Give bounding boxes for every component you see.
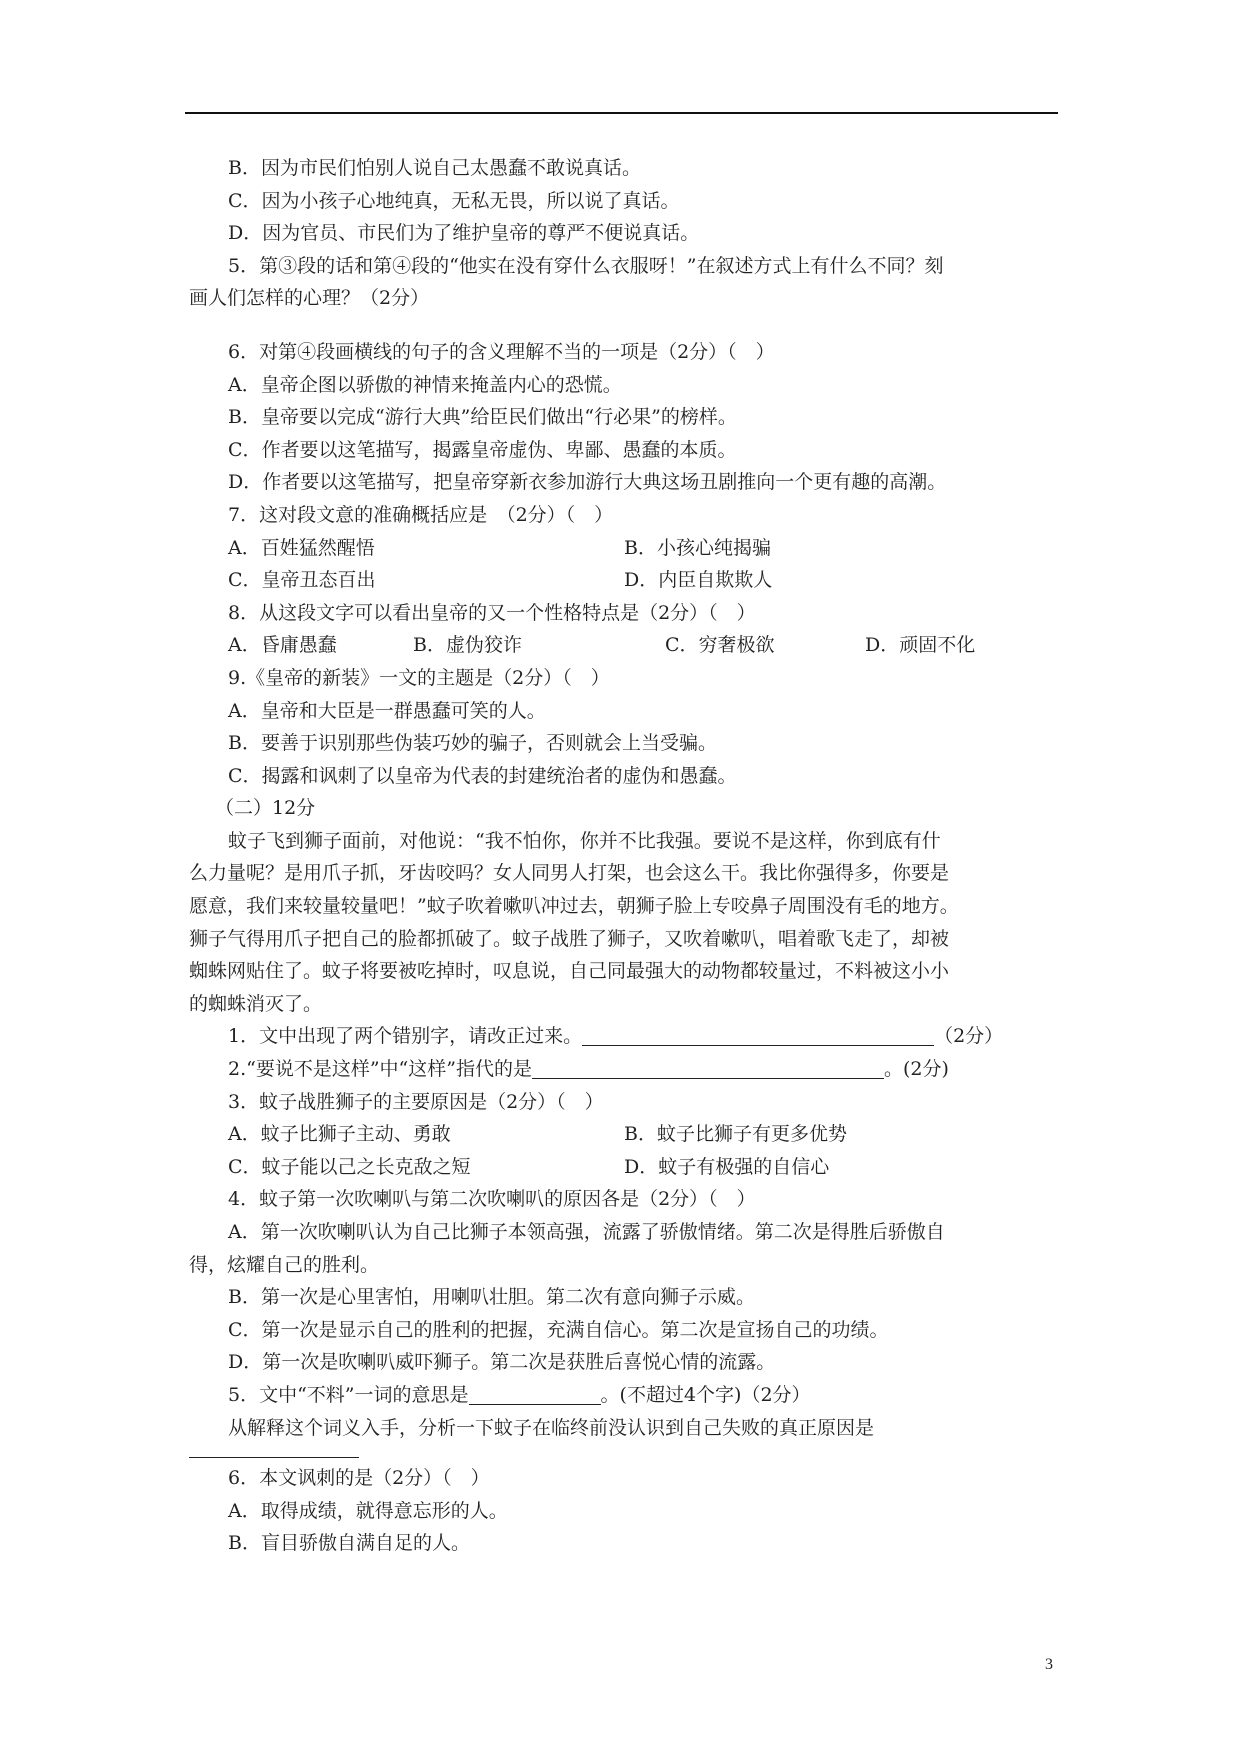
option-d-q4: D．因为官员、市民们为了维护皇帝的尊严不便说真话。 [228,222,700,245]
section-2-question-5-tail: 。(不超过4个字)（2分） [600,1383,811,1406]
section-2-question-3-option-b: B．蚊子比狮子有更多优势 [624,1123,847,1146]
section-2-question-3-row1 [189,1118,1055,1151]
section-2-question-1-score: （2分） [934,1025,1004,1048]
question-9: 9.《皇帝的新装》一文的主题是（2分）（ ） [228,666,610,689]
passage-line-4: 狮子气得用爪子把自己的脸都抓破了。蚊子战胜了狮子，又吹着嗽叭，唱着歌飞走了，却被 [189,927,950,950]
question-8-option-d: D．顽固不化 [865,634,976,657]
header-rule [185,112,1058,114]
question-6: 6．对第④段画横线的句子的含义理解不当的一项是（2分）（ ） [228,340,775,363]
section-2-question-6: 6．本文讽刺的是（2分）（ ） [228,1467,490,1490]
passage-line-3: 愿意，我们来较量较量吧！”蚊子吹着嗽叭冲过去，朝狮子脸上专咬鼻子周围没有毛的地方。 [189,895,959,918]
question-5-line2: 画人们怎样的心理？（2分） [189,287,430,310]
question-8-option-a: A．昏庸愚蠢 [228,634,337,657]
page-number: 3 [1045,1656,1053,1673]
section-2-question-4-option-a-line1: A．第一次吹喇叭认为自己比狮子本领高强，流露了骄傲情绪。第二次是得胜后骄傲自 [228,1221,945,1243]
section-2-question-3-option-d: D．蚊子有极强的自信心 [624,1155,830,1178]
page-content [189,152,1055,1560]
answer-blank-1[interactable] [582,1025,934,1046]
question-8: 8．从这段文字可以看出皇帝的又一个性格特点是（2分）（ ） [228,601,756,624]
section-2-question-4: 4．蚊子第一次吹喇叭与第二次吹喇叭的原因各是（2分）（ ） [228,1188,756,1211]
section-2-question-2 [189,1053,1055,1086]
section-2-question-6-option-a: A．取得成绩，就得意忘形的人。 [228,1499,508,1522]
answer-blank-2[interactable] [532,1058,884,1079]
option-b-q4: B．因为市民们怕别人说自己太愚蠢不敢说真话。 [228,157,641,179]
question-6-option-a: A．皇帝企图以骄傲的神情来掩盖内心的恐慌。 [228,373,622,396]
answer-blank-4[interactable] [189,1457,359,1458]
section-2-question-3-option-a: A．蚊子比狮子主动、勇敢 [228,1123,451,1146]
answer-blank-3[interactable] [469,1384,601,1405]
question-9-option-c: C．揭露和讽刺了以皇帝为代表的封建统治者的虚伪和愚蠢。 [228,764,737,787]
question-7-option-c: C．皇帝丑态百出 [228,569,376,592]
section-2-question-4-option-a-line2: 得，炫耀自己的胜利。 [189,1253,380,1276]
question-6-option-b: B．皇帝要以完成“游行大典”给臣民们做出“行必果”的榜样。 [228,406,737,429]
passage-line-1: 蚊子飞到狮子面前，对他说：“我不怕你，你并不比我强。要说不是这样，你到底有什 [228,829,941,852]
answer-space [189,315,1055,336]
section-2-question-2-text: 2.“要说不是这样”中“这样”指代的是 [228,1058,532,1081]
section-2-question-5-text: 5．文中“不料”一词的意思是 [228,1383,469,1406]
passage-line-6: 的蜘蛛消灭了。 [189,992,323,1015]
question-9-option-a: A．皇帝和大臣是一群愚蠢可笑的人。 [228,699,546,722]
question-7-option-d: D．内臣自欺欺人 [624,569,773,592]
question-8-option-b: B．虚伪狡诈 [413,634,522,657]
section-2-question-2-score: 。(2分) [883,1058,949,1081]
section-2-question-3: 3．蚊子战胜狮子的主要原因是（2分）（ ） [228,1090,604,1113]
section-2-heading: （二）12分 [215,797,316,820]
section-2-question-3-option-c: C．蚊子能以己之长克敌之短 [228,1155,471,1178]
section-2-question-4-option-d: D．第一次是吹喇叭威吓狮子。第二次是获胜后喜悦心情的流露。 [228,1351,776,1374]
question-7: 7．这对段文意的准确概括应是 （2分）（ ） [228,503,614,526]
question-7-options-row2 [189,564,1055,597]
question-7-options-row1 [189,532,1055,565]
question-8-options [189,629,1055,662]
section-2-question-5 [189,1379,1055,1412]
passage-line-2: 么力量呢？是用爪子抓，牙齿咬吗？女人同男人打架，也会这么干。我比你强得多，你要是 [189,862,950,885]
question-7-option-b: B．小孩心纯揭骗 [624,536,771,559]
passage-line-5: 蜘蛛网贴住了。蚊子将要被吃掉时，叹息说，自己同最强大的动物都较量过，不料被这小小 [189,960,950,983]
option-c-q4: C．因为小孩子心地纯真，无私无畏，所以说了真话。 [228,189,680,212]
question-9-option-b: B．要善于识别那些伪装巧妙的骗子，否则就会上当受骗。 [228,732,717,755]
section-2-question-5-line2: 从解释这个词义入手，分析一下蚊子在临终前没认识到自己失败的真正原因是 [228,1416,875,1439]
section-2-question-1-text: 1．文中出现了两个错别字，请改正过来。 [228,1025,583,1048]
question-7-option-a: A．百姓猛然醒悟 [228,536,375,559]
question-6-option-c: C．作者要以这笔描写，揭露皇帝虚伪、卑鄙、愚蠢的本质。 [228,438,737,461]
section-2-question-4-option-b: B．第一次是心里害怕，用喇叭壮胆。第二次有意向狮子示威。 [228,1286,755,1309]
section-2-question-6-option-b: B．盲目骄傲自满自足的人。 [228,1532,470,1555]
question-8-option-c: C．穷奢极欲 [665,634,775,657]
section-2-question-1 [189,1020,1055,1053]
question-6-option-d: D．作者要以这笔描写，把皇帝穿新衣参加游行大典这场丑剧推向一个更有趣的高潮。 [228,471,947,494]
question-5-line1: 5．第③段的话和第④段的“他实在没有穿什么衣服呀！”在叙述方式上有什么不同？刻 [228,254,944,277]
section-2-question-3-row2 [189,1151,1055,1184]
section-2-question-4-option-c: C．第一次是显示自己的胜利的把握，充满自信心。第二次是宣扬自己的功绩。 [228,1318,889,1341]
